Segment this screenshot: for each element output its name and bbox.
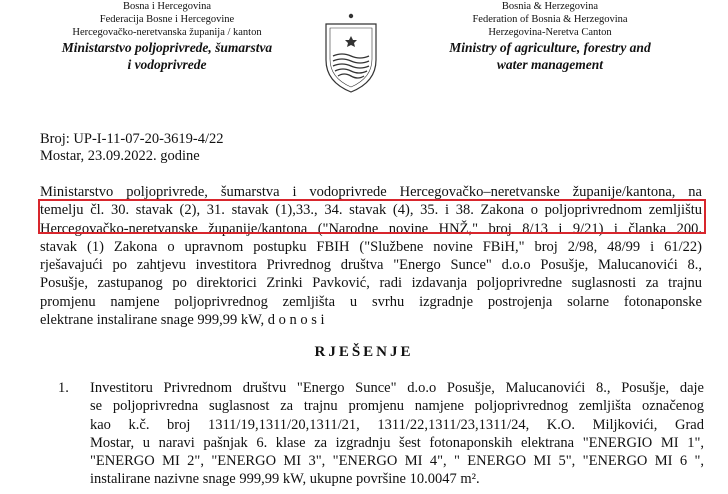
canton-name-en: Herzegovina-Neretva Canton [488, 27, 612, 38]
coat-of-arms-icon [316, 10, 386, 94]
preamble-line: Posušje, zastupanog po direktorici Zrinki Pavković, radi izdavanja poljoprivredne suglasnosti za trajnu [40, 275, 702, 292]
item-number: 1. [58, 380, 69, 396]
decision-item-1 [40, 379, 704, 489]
preamble-line: promjenu namjene poljoprivrednog zemljišta u svrhu izgradnje postrojenja solarne fotonaponske [40, 293, 702, 310]
preamble-line: temelju čl. 30. stavak (2), 31. stavak (1),33., 34. stavak (4), 35. i 38. Zakona o poljoprivrednom zemljištu [40, 202, 702, 219]
ministry-name-line1: Ministarstvo poljoprivrede, šumarstva [61, 40, 273, 55]
country-name: Bosna i Hercegovina [122, 1, 212, 12]
federation-name-en: Federation of Bosnia & Herzegovina [472, 14, 628, 25]
item-line: Investitoru Privrednom društvu "Energo Sunce" d.o.o Posušje, Malucanovići 8., Posušje, daje [90, 380, 704, 396]
federation-name: Federacija Bosne i Hercegovine [99, 14, 235, 25]
preamble-line: stavak (1) Zakona o upravnom postupku FBIH ("Službene novine FBiH," broj 2/98, 48/99 i 61/22) [40, 238, 702, 255]
ministry-name-en-line1: Ministry of agriculture, forestry and [449, 40, 651, 55]
preamble-line: Hercegovačko-neretvanske županije/kantona ("Narodne novine HNŽ," broj 8/13 i 9/21) i članka 200. [40, 220, 702, 237]
document-meta [40, 131, 224, 165]
item-line: kao k.č. broj 1311/19,1311/20,1311/21, 1311/22,1311/23,1311/24, K.O. Miljkovići, Grad [90, 416, 704, 433]
ministry-name-line2: i vodoprivrede [127, 57, 207, 72]
preamble-line: elektrane instalirane snage 999,99 kW, d o n o s i [40, 312, 325, 329]
header-right [430, 0, 670, 73]
decision-title: RJEŠENJE [314, 344, 414, 360]
header-left [52, 0, 282, 73]
item-line: se poljoprivredna suglasnost za trajnu promjenu namjene poljoprivrednog zemljišta označenog [90, 398, 704, 415]
canton-name: Hercegovačko-neretvanska županija / kanton [72, 27, 262, 38]
item-line: "ENERGO MI 2", "ENERGO MI 3", "ENERGO MI 4", " ENERGO MI 5", "ENERGO MI 6 ", [90, 453, 704, 470]
item-line: Mostar, u naravi pašnjak 6. klase za izgradnju šest fotonaponskih elektrana "ENERGIO MI 1", [90, 434, 704, 451]
country-name-en: Bosnia & Herzegovina [501, 1, 599, 12]
ministry-name-en-line2: water management [496, 57, 604, 72]
highlight-box [38, 199, 706, 234]
item-line: instalirane nazivne snage 999,99 kW, ukupne površine 10.0047 m². [90, 471, 480, 488]
place-date: Mostar, 23.09.2022. godine [40, 148, 200, 164]
preamble-line: Ministarstvo poljoprivrede, šumarstva i vodoprivrede Hercegovačko–neretvanske županije/kantona, na [40, 184, 702, 200]
preamble-line: rješavajući po zahtjevu investitora Privrednog društva "Energo Sunce" d.o.o Posušje, Malucanovići 8., [40, 257, 702, 274]
document-number: Broj: UP-I-11-07-20-3619-4/22 [40, 131, 224, 147]
